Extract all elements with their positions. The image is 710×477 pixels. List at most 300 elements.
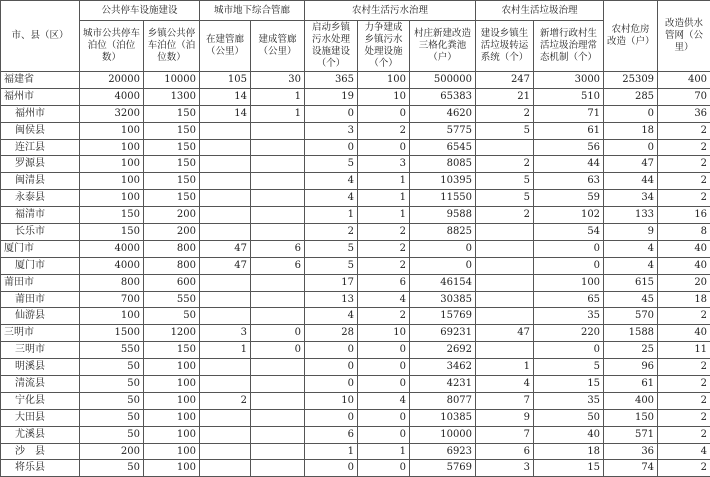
table-cell: 4 [358, 392, 410, 409]
table-cell [200, 122, 251, 139]
table-cell: 47 [604, 156, 658, 173]
table-cell: 3000 [534, 72, 604, 89]
table-cell: 10395 [410, 173, 476, 190]
table-cell [476, 274, 534, 291]
table-cell: 100 [80, 190, 144, 207]
table-cell: 0 [305, 376, 358, 393]
table-cell: 61 [604, 376, 658, 393]
table-cell: 150 [144, 190, 200, 207]
table-cell: 100 [80, 173, 144, 190]
table-cell: 3 [305, 122, 358, 139]
table-cell: 35 [534, 392, 604, 409]
table-cell: 4 [305, 190, 358, 207]
table-cell: 1 [305, 207, 358, 224]
table-row [1, 376, 710, 393]
table-cell: 47 [200, 240, 251, 257]
table-cell [251, 376, 305, 393]
table-cell: 10000 [410, 426, 476, 443]
table-cell: 6545 [410, 139, 476, 156]
group-header-garbage: 农村生活垃圾治理 [476, 1, 604, 21]
table-cell: 220 [534, 325, 604, 342]
table-cell: 10 [358, 325, 410, 342]
table-cell [251, 274, 305, 291]
table-cell: 5 [305, 156, 358, 173]
table-cell: 16 [658, 207, 710, 224]
table-cell [251, 409, 305, 426]
group-header-parking: 公共停车设施建设 [80, 1, 200, 21]
table-cell: 8825 [410, 224, 476, 241]
table-row [1, 460, 710, 477]
table-cell: 100 [144, 443, 200, 460]
table-row [1, 257, 710, 274]
table-cell: 247 [476, 72, 534, 89]
table-cell: 44 [534, 156, 604, 173]
region-name: 将乐县 [1, 460, 80, 477]
region-name: 大田县 [1, 409, 80, 426]
table-cell: 150 [604, 409, 658, 426]
region-name: 连江县 [1, 139, 80, 156]
table-cell: 3 [476, 460, 534, 477]
table-cell [476, 139, 534, 156]
table-cell [251, 156, 305, 173]
table-cell [251, 426, 305, 443]
table-row [1, 342, 710, 359]
table-cell: 2 [658, 122, 710, 139]
table-cell: 150 [144, 139, 200, 156]
table-cell: 5775 [410, 122, 476, 139]
col-header: 新增行政村生活垃圾治理常态机制（个） [534, 21, 604, 72]
table-row [1, 426, 710, 443]
table-cell: 1 [358, 443, 410, 460]
table-cell: 150 [80, 224, 144, 241]
table-cell: 1 [358, 190, 410, 207]
table-row [1, 291, 710, 308]
table-row [1, 359, 710, 376]
table-cell: 3 [358, 156, 410, 173]
table-cell: 4000 [80, 240, 144, 257]
table-row [1, 308, 710, 325]
table-cell: 2692 [410, 342, 476, 359]
region-name: 明溪县 [1, 359, 80, 376]
table-cell: 0 [305, 409, 358, 426]
table-cell: 150 [144, 156, 200, 173]
table-cell: 10 [358, 88, 410, 105]
table-cell: 2 [658, 190, 710, 207]
table-cell: 20 [658, 274, 710, 291]
table-cell [251, 190, 305, 207]
table-cell [251, 443, 305, 460]
table-cell: 20000 [80, 72, 144, 89]
table-cell: 150 [80, 207, 144, 224]
table-cell: 5 [305, 240, 358, 257]
table-cell [200, 139, 251, 156]
table-cell: 13 [305, 291, 358, 308]
table-cell: 800 [144, 240, 200, 257]
table-cell: 6 [358, 274, 410, 291]
table-cell: 4 [476, 376, 534, 393]
table-cell: 0 [534, 257, 604, 274]
table-cell [200, 173, 251, 190]
region-name: 厦门市 [1, 257, 80, 274]
table-cell: 1 [305, 443, 358, 460]
table-cell [200, 359, 251, 376]
table-cell: 600 [144, 274, 200, 291]
table-cell: 15 [534, 376, 604, 393]
table-cell [476, 342, 534, 359]
table-cell: 0 [358, 359, 410, 376]
table-cell [251, 392, 305, 409]
table-cell [200, 190, 251, 207]
table-cell: 44 [604, 173, 658, 190]
table-cell: 2 [358, 308, 410, 325]
table-cell: 8077 [410, 392, 476, 409]
table-cell: 0 [534, 342, 604, 359]
table-cell: 71 [534, 105, 604, 122]
table-cell [251, 460, 305, 477]
table-cell: 2 [658, 139, 710, 156]
table-cell: 50 [80, 392, 144, 409]
table-cell: 14 [200, 105, 251, 122]
table-cell: 2 [358, 257, 410, 274]
table-cell: 5 [476, 122, 534, 139]
table-cell: 200 [144, 207, 200, 224]
region-name: 清流县 [1, 376, 80, 393]
table-cell: 0 [410, 257, 476, 274]
table-cell: 100 [80, 122, 144, 139]
table-cell: 365 [305, 72, 358, 89]
table-cell [200, 274, 251, 291]
table-cell: 2 [658, 426, 710, 443]
group-header-pipe-gallery: 城市地下综合管廊 [200, 1, 305, 21]
table-cell: 63 [534, 173, 604, 190]
table-cell: 50 [80, 359, 144, 376]
table-cell: 1300 [144, 88, 200, 105]
table-cell [251, 291, 305, 308]
table-cell: 105 [200, 72, 251, 89]
table-cell: 59 [534, 190, 604, 207]
table-cell: 200 [80, 443, 144, 460]
table-cell: 74 [604, 460, 658, 477]
table-cell: 400 [604, 392, 658, 409]
table-cell: 7 [476, 426, 534, 443]
table-cell: 2 [200, 392, 251, 409]
table-row [1, 325, 710, 342]
table-cell: 500000 [410, 72, 476, 89]
group-header-sewage: 农村生活污水治理 [305, 1, 476, 21]
table-row [1, 88, 710, 105]
table-cell: 1200 [144, 325, 200, 342]
table-cell: 3462 [410, 359, 476, 376]
table-cell: 4620 [410, 105, 476, 122]
table-cell: 2 [658, 156, 710, 173]
table-cell: 25309 [604, 72, 658, 89]
table-cell: 1500 [80, 325, 144, 342]
col-header: 城市公共停车泊位（泊位数） [80, 21, 144, 72]
table-cell: 100 [144, 359, 200, 376]
table-row [1, 156, 710, 173]
table-cell: 9 [476, 409, 534, 426]
table-cell: 800 [144, 257, 200, 274]
table-cell: 2 [658, 359, 710, 376]
table-cell: 61 [534, 122, 604, 139]
table-cell: 2 [658, 376, 710, 393]
table-row [1, 72, 710, 89]
table-cell: 56 [534, 139, 604, 156]
table-cell: 34 [604, 190, 658, 207]
table-row [1, 240, 710, 257]
table-cell: 50 [80, 376, 144, 393]
table-cell: 36 [604, 443, 658, 460]
table-cell [200, 460, 251, 477]
col-header: 建成管廊（公里） [251, 21, 305, 72]
col-header: 在建管廊（公里） [200, 21, 251, 72]
region-header: 市、县（区） [1, 1, 80, 72]
table-cell: 700 [80, 291, 144, 308]
region-name: 长乐市 [1, 224, 80, 241]
col-header: 力争建成乡镇污水处理设施（个） [358, 21, 410, 72]
table-cell: 150 [144, 105, 200, 122]
table-cell: 3200 [80, 105, 144, 122]
table-cell: 1 [476, 359, 534, 376]
table-cell: 18 [604, 122, 658, 139]
table-cell: 11550 [410, 190, 476, 207]
table-cell: 2 [358, 240, 410, 257]
table-row [1, 122, 710, 139]
table-cell [200, 376, 251, 393]
table-cell: 100 [534, 274, 604, 291]
table-cell: 285 [604, 88, 658, 105]
region-name: 厦门市 [1, 240, 80, 257]
table-row [1, 274, 710, 291]
region-name: 福州市 [1, 88, 80, 105]
table-row [1, 224, 710, 241]
table-cell: 69231 [410, 325, 476, 342]
table-cell: 0 [305, 105, 358, 122]
table-cell [476, 291, 534, 308]
table-cell [251, 207, 305, 224]
table-cell: 46154 [410, 274, 476, 291]
table-cell: 47 [200, 257, 251, 274]
col-header-water: 改造供水管网（公里） [658, 1, 710, 72]
table-cell: 9588 [410, 207, 476, 224]
table-cell: 1 [358, 173, 410, 190]
table-cell: 40 [658, 240, 710, 257]
table-cell: 5 [534, 359, 604, 376]
region-name: 闽清县 [1, 173, 80, 190]
table-row [1, 173, 710, 190]
table-cell: 8085 [410, 156, 476, 173]
region-name: 莆田市 [1, 291, 80, 308]
region-name: 闽侯县 [1, 122, 80, 139]
table-cell: 15769 [410, 308, 476, 325]
table-cell: 1 [200, 342, 251, 359]
table-cell: 200 [144, 224, 200, 241]
table-cell: 18 [658, 291, 710, 308]
table-cell: 4 [305, 173, 358, 190]
region-name: 福建省 [1, 72, 80, 89]
table-row [1, 207, 710, 224]
table-cell: 2 [358, 122, 410, 139]
table-cell [476, 308, 534, 325]
table-cell: 150 [144, 342, 200, 359]
table-cell: 0 [358, 426, 410, 443]
region-name: 三明市 [1, 342, 80, 359]
table-cell [200, 207, 251, 224]
table-cell: 0 [604, 139, 658, 156]
table-row [1, 443, 710, 460]
table-cell [476, 224, 534, 241]
table-cell: 0 [358, 139, 410, 156]
col-header: 建设乡镇生活垃圾转运系统（个） [476, 21, 534, 72]
table-cell: 510 [534, 88, 604, 105]
table-cell: 25 [604, 342, 658, 359]
table-cell: 70 [658, 88, 710, 105]
table-cell: 100 [144, 460, 200, 477]
table-cell: 8 [658, 224, 710, 241]
table-row [1, 392, 710, 409]
table-cell: 7 [476, 392, 534, 409]
table-cell [200, 426, 251, 443]
table-cell: 150 [144, 173, 200, 190]
table-cell: 100 [144, 392, 200, 409]
table-cell: 100 [144, 376, 200, 393]
table-cell: 50 [80, 409, 144, 426]
table-cell: 570 [604, 308, 658, 325]
table-cell: 5769 [410, 460, 476, 477]
table-cell: 54 [534, 224, 604, 241]
table-cell: 30385 [410, 291, 476, 308]
table-cell: 100 [144, 409, 200, 426]
table-cell: 11 [658, 342, 710, 359]
table-cell [476, 257, 534, 274]
table-cell [251, 359, 305, 376]
table-cell [200, 224, 251, 241]
table-cell: 65 [534, 291, 604, 308]
table-cell: 800 [80, 274, 144, 291]
table-cell: 9 [604, 224, 658, 241]
region-name: 永泰县 [1, 190, 80, 207]
table-cell: 2 [305, 224, 358, 241]
table-cell: 47 [476, 325, 534, 342]
table-cell: 100 [80, 308, 144, 325]
table-cell [251, 122, 305, 139]
table-cell: 2 [476, 105, 534, 122]
table-cell: 4231 [410, 376, 476, 393]
table-cell: 6 [305, 426, 358, 443]
table-cell: 0 [604, 105, 658, 122]
table-cell: 0 [305, 359, 358, 376]
table-cell: 2 [658, 173, 710, 190]
table-cell: 2 [658, 409, 710, 426]
table-cell: 0 [358, 376, 410, 393]
region-name: 宁化县 [1, 392, 80, 409]
table-cell: 0 [251, 325, 305, 342]
table-cell [251, 139, 305, 156]
region-name: 罗源县 [1, 156, 80, 173]
table-cell: 30 [251, 72, 305, 89]
col-header-housing: 农村危房改造（户） [604, 1, 658, 72]
table-cell: 550 [144, 291, 200, 308]
table-cell: 1 [358, 207, 410, 224]
region-name: 福清市 [1, 207, 80, 224]
table-cell [200, 291, 251, 308]
table-cell: 10000 [144, 72, 200, 89]
table-cell: 40 [534, 426, 604, 443]
table-cell: 2 [658, 460, 710, 477]
table-row [1, 409, 710, 426]
table-cell: 3 [200, 325, 251, 342]
table-cell: 19 [305, 88, 358, 105]
table-cell: 100 [80, 139, 144, 156]
table-row [1, 190, 710, 207]
table-cell: 2 [658, 308, 710, 325]
table-cell: 0 [305, 139, 358, 156]
table-cell: 14 [200, 88, 251, 105]
table-cell: 0 [358, 409, 410, 426]
table-cell: 133 [604, 207, 658, 224]
table-cell [251, 224, 305, 241]
table-cell: 2 [658, 392, 710, 409]
table-cell: 150 [144, 122, 200, 139]
table-cell: 6 [251, 257, 305, 274]
table-cell: 0 [358, 460, 410, 477]
table-cell: 10 [305, 392, 358, 409]
table-cell [200, 308, 251, 325]
table-cell: 6923 [410, 443, 476, 460]
col-header: 乡镇公共停车泊位（泊位数） [144, 21, 200, 72]
table-cell [200, 409, 251, 426]
region-name: 三明市 [1, 325, 80, 342]
table-cell: 4000 [80, 257, 144, 274]
table-cell: 2 [358, 224, 410, 241]
table-cell: 615 [604, 274, 658, 291]
table-cell: 45 [604, 291, 658, 308]
table-cell: 4 [604, 240, 658, 257]
region-name: 莆田市 [1, 274, 80, 291]
table-cell: 0 [410, 240, 476, 257]
col-header: 村庄新建改造三格化粪池（户） [410, 21, 476, 72]
table-cell: 4 [358, 291, 410, 308]
table-cell: 1588 [604, 325, 658, 342]
table-cell: 18 [534, 443, 604, 460]
table-cell: 35 [534, 308, 604, 325]
table-cell: 4 [658, 443, 710, 460]
table-cell: 1 [251, 88, 305, 105]
table-cell: 36 [658, 105, 710, 122]
table-cell [200, 443, 251, 460]
region-name: 尤溪县 [1, 426, 80, 443]
table-cell: 40 [658, 257, 710, 274]
table-cell: 4 [305, 308, 358, 325]
table-cell: 400 [658, 72, 710, 89]
table-cell: 0 [358, 342, 410, 359]
table-cell: 15 [534, 460, 604, 477]
table-cell: 17 [305, 274, 358, 291]
col-header: 启动乡镇污水处理设施建设（个） [305, 21, 358, 72]
table-cell [200, 156, 251, 173]
table-cell [476, 240, 534, 257]
table-cell: 550 [80, 342, 144, 359]
table-cell: 1 [251, 105, 305, 122]
table-cell: 0 [305, 460, 358, 477]
table-row [1, 139, 710, 156]
table-cell: 100 [80, 156, 144, 173]
region-name: 仙游县 [1, 308, 80, 325]
table-cell: 100 [144, 426, 200, 443]
table-cell: 0 [358, 105, 410, 122]
table-cell: 40 [658, 325, 710, 342]
table-cell: 0 [534, 240, 604, 257]
